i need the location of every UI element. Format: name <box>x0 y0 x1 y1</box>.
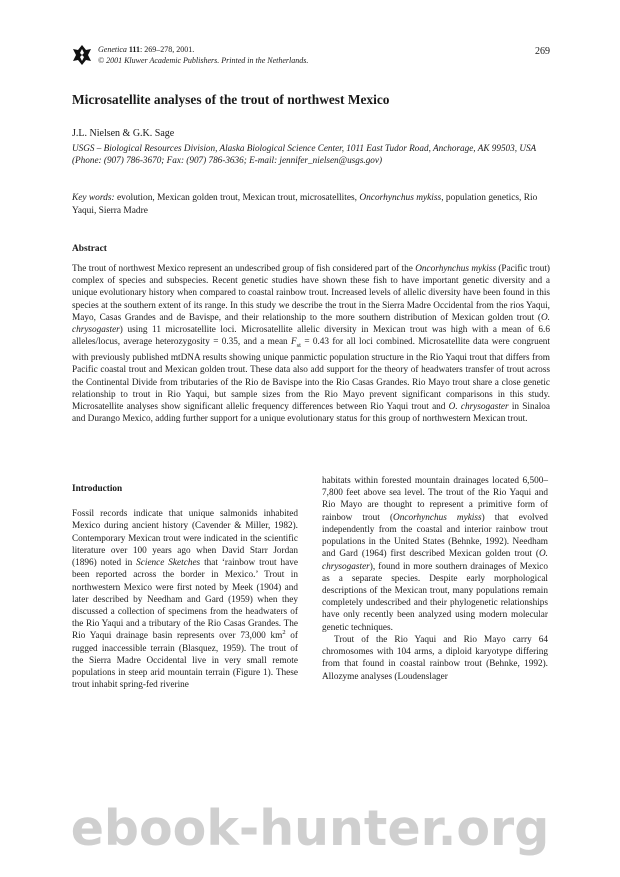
abstract-heading: Abstract <box>72 244 107 254</box>
publisher-logo-icon <box>72 44 92 66</box>
introduction-paragraph-2: Trout of the Rio Yaqui and Rio Mayo carry 64 chromosomes with 104 arms, a diploid karyotype differing from that found in coastal rainbow trout (Behnke, 1992). Allozyme analyses (Loudenslager <box>322 634 548 682</box>
keywords-label: Key words: <box>72 193 115 203</box>
paper-authors: J.L. Nielsen & G.K. Sage <box>72 128 175 139</box>
paper-title: Microsatellite analyses of the trout of northwest Mexico <box>72 92 390 107</box>
abstract-text: The trout of northwest Mexico represent an undescribed group of fish considered part of the Oncorhynchus mykiss (Pacific trout) complex of species and subspecies. Recent genetic studies have shown these fish to have important genetic diversity and a unique evolutionary history when compared to coastal rainbow trout. Increased levels of allelic diversity have been found in this species at the southern extent of its range. In this study we describe the trout in the Sierra Madre Occidental from the rios Yaqui, Mayo, Casas Grandes and de Bavispe, and their relationship to the more southern distribution of Mexican golden trout (O. chrysogaster) using 11 microsatellite loci. Microsatellite allelic diversity in Mexican trout was high with a mean of 6.6 alleles/locus, average heterozygosity = 0.35, and a mean $F_{st} = 0.43$ for all loci combined. Microsatellite data were congruent with previously published mtDNA results showing unique panmictic population structure in the Rio Yaqui trout that differs from Pacific coastal trout and Mexican golden trout. These data also add support for the theory of headwaters transfer of trout across the Continental Divide from tributaries of the Rio de Bavispe into the Rio Casas Grandes. Rio Mayo trout share a close genetic relationship to trout in Rio Yaqui, but sample sizes from the Rio Mayo prevent significant comparisons in this study. Microsatellite analyses show significant allelic frequency differences between Rio Yaqui trout and O. chrysogaster in Sinaloa and Durango Mexico, adding further support for a unique evolutionary status for this group of northwestern Mexican trout. <box>72 264 550 425</box>
author-affiliation: USGS – Biological Resources Division, Alaska Biological Science Center, 1011 East Tudor Road, Anchorage, AK 99503, USA (Phone: (907) 786-3670; Fax: (907) 786-3636; E-mail: jennifer_nielsen@usgs.gov) <box>72 143 537 166</box>
journal-citation <box>98 45 308 66</box>
journal-volume: 111 <box>128 45 140 54</box>
copyright-line: © 2001 Kluwer Academic Publishers. Printed in the Netherlands. <box>98 55 309 65</box>
introduction-heading: Introduction <box>72 484 123 494</box>
introduction-paragraph-1-cont: habitats within forested mountain drainages located 6,500–7,800 feet above sea level. The trout of the Rio Yaqui and Rio Mayo are thought to represent a primitive form of rainbow trout (Oncorhynchus mykiss) that evolved independently from the coastal and interior rainbow trout populations in the United States (Behnke, 1992). Needham and Gard (1964) first described Mexican golden trout (O. chrysogaster), found in more southern drainages of Mexico as a separate species. Despite early morphological descriptions of the Mexican trout, many populations remain completely undescribed and their phylogenetic relationships have only recently been analyzed using modern molecular genetic techniques. <box>322 476 548 633</box>
keywords: Key words: evolution, Mexican golden trout, Mexican trout, microsatellites, Oncorhynchus mykiss, population genetics, Rio Yaqui, Sierra Madre <box>72 193 538 216</box>
watermark: ebook-hunter.org <box>70 800 550 857</box>
page-number: 269 <box>535 46 550 57</box>
journal-name: Genetica <box>98 45 127 54</box>
body-column-left <box>72 483 298 692</box>
introduction-paragraph-1: Fossil records indicate that unique salmonids inhabited Mexico during ancient history (Cavender & Miller, 1982). Contemporary Mexican trout were indicated in the scientific literature over 100 years ago when David Starr Jordan (1896) noted in Science Sketches that ‘rainbow trout have been reported across the border in Mexico.’ Trout in northwestern Mexico were first noted by Meek (1904) and later described by Needham and Gard (1959) when they discussed a collection of specimens from the headwaters of the Rio Yaqui and a tributary of the Rio Casas Grandes. The Rio Yaqui drainage basin represents over 73,000 $km^2$ of rugged inaccessible terrain (Blasquez, 1959). The trout of the Sierra Madre Occidental live in very small remote populations in steep arid mountain terrain (Figure 1). These trout inhabit spring-fed riverine <box>72 509 298 691</box>
journal-pages: : 269–278, 2001. <box>140 45 195 54</box>
journal-header <box>72 44 550 70</box>
body-column-right <box>322 475 548 683</box>
